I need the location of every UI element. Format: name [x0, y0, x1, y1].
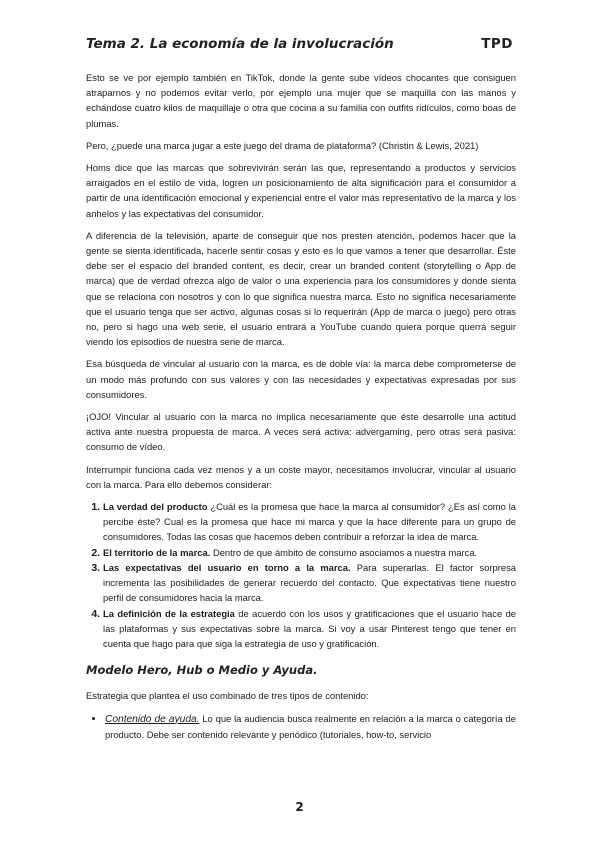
list-item-lead: El territorio de la marca. [103, 546, 211, 558]
list-item-lead: La verdad del producto [103, 501, 208, 513]
bullet-term: Contenido de ayuda. [105, 713, 200, 725]
paragraph: Pero, ¿puede una marca jugar a este juego del drama de plataforma? (Christin & Lewis, 2021) [86, 139, 479, 151]
section-heading: Modelo Hero, Hub o Medio y Ayuda. [86, 663, 318, 678]
header-title: Tema 2. La economía de la involucración [86, 36, 394, 52]
paragraph: Esto se ve por ejemplo también en TikTok, donde la gente sube vídeos chocantes que consiguen atraparnos y no podemos evitar verlo, por ejemplo una mujer que se maquilla con las manos y echándose cuatro kilos de maquillaje o otra que cocina a su familia con outfits ridículos, como boas de plumas. [86, 72, 516, 129]
header-code: TPD [481, 36, 513, 52]
list-item [103, 560, 516, 606]
page-body [86, 70, 516, 742]
list-item [103, 499, 516, 545]
page-header [86, 36, 513, 52]
paragraph: ¡OJO! Vincular al usuario con la marca no implica necesariamente que éste desarrolle una actitud activa ante nuestra propuesta de marca. A veces será activa: advergaming, pero otras será pasiva: consumo de vídeo. [86, 411, 516, 453]
list-item-text: ¿Cuál es la promesa que hace la marca al consumidor? ¿Es así como la percibe éste? Cual es la promesa que hace mi marca y que la hace diferente para un grupo de consumidores. Todas las cosas que hacemos deben contribuir a reforzar la idea de marca. [103, 501, 516, 543]
considerations-list [86, 499, 516, 651]
paragraph: A diferencia de la televisión, aparte de conseguir que nos presten atención, podemos hacer que la gente se sienta identificada, hacerle sentir cosas y esto es lo que vamos a tener que desarrollar. Éste debe ser el espacio del branded content, es decir, crear un branded content (storytelling o App de marca) que de verdad ofrezca algo de valor o una experiencia para los consumidores y donde sienta que se relaciona con nosotros y con lo que significa nuestra marca. Esto no significa necesariamente que el usuario tenga que ser activo, algunas cosas si lo requerirán (App de marca o juego) pero otras no, pero si hago una web serie, el usuario entrará a YouTube cuando quiera porque querrá seguir viendo los episodios de nuestra serie de marca. [86, 229, 516, 348]
list-item [103, 606, 516, 652]
section-intro: Estrategia que plantea el uso combinado de tres tipos de contenido: [86, 690, 369, 702]
list-item-text: Para superarlas. El factor sorpresa incrementa las posibilidades de generar recuerdo del contacto. Que expectativas tiene nuestro perfil de consumidores hacia la marca. [103, 561, 516, 604]
paragraph: Interrumpir funciona cada vez menos y a un coste mayor, necesitamos involucrar, vincular al usuario con la marca. Para ello debemos considerar: [86, 463, 516, 490]
paragraph: Homs dice que las marcas que sobrevivirán serán las que, representando a productos y servicios arraigados en el estilo de vida, logren un posicionamiento de alta significación para el consumidor a partir de una identificación emocional y experiencial entre el valor más representativo de la marca y los anhelos y las expectativas del consumidor. [86, 162, 516, 219]
list-item-lead: La definición de la estrategia [103, 607, 235, 619]
list-item-text: Dentro de que ámbito de consumo asociamos a nuestra marca. [210, 546, 478, 558]
content-types-list [86, 711, 516, 742]
paragraph: Esa búsqueda de vincular al usuario con la marca, es de doble vía: la marca debe comprometerse de un modo más profundo con sus valores y con las necesidades y expectativas expresadas por sus consumidores. [86, 358, 516, 400]
list-item [105, 711, 516, 742]
page-number: 2 [295, 800, 304, 814]
list-item-lead: Las expectativas del usuario en torno a la marca. [103, 561, 351, 573]
bullet-text: Lo que la audiencia busca realmente en relación a la marca o categoría de producto. Debe ser contenido relevante y periódico (tutoriales, how-to, servicio [105, 712, 516, 740]
list-item [103, 545, 516, 560]
list-item-text: de acuerdo con los usos y gratificaciones que el usuario hace de las plataformas y sus expectativas sobre la marca. Si voy a usar Pinterest tengo que tener en cuenta que hago para que siga la estrategia de uso y gratificación. [103, 607, 516, 649]
